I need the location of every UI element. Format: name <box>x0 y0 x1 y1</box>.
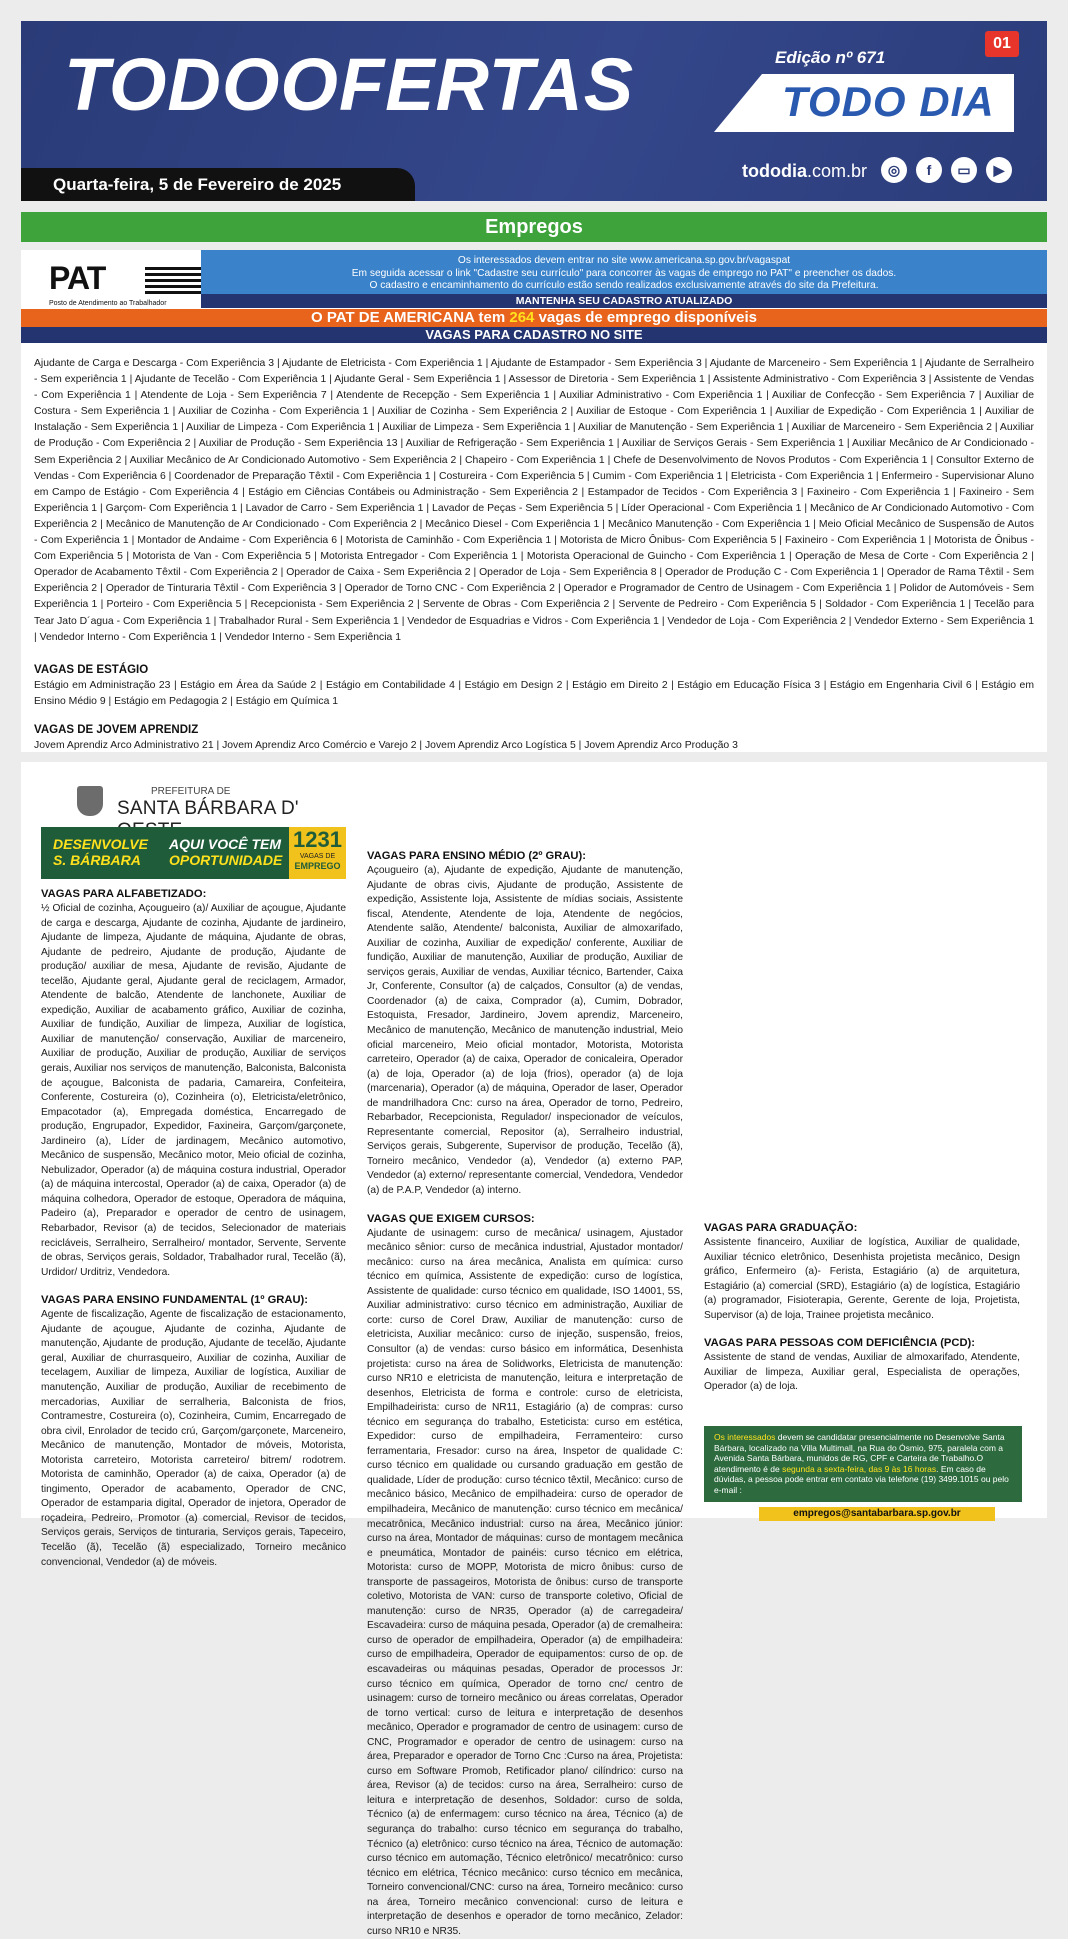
youtube-icon[interactable]: ▶ <box>986 157 1012 183</box>
job-list: Ajudante de Carga e Descarga - Com Experiência 3 | Ajudante de Eletricista - Com Experiência 1 | Ajudante de Estampador - Sem Experiência 3 | Ajudante de Marceneiro - Sem Experiência 1 | Ajudante de Serralheiro - Sem experiência 1 | Ajudante de Tecelão - Com Experiência 1 | Ajudante Geral - Sem Experiência 1 | Assessor de Diretoria - Sem Experiência 1 | Assistente Administrativo - Com Experiência 3 | Assistente de Vendas - Com Experiência 1 | Atendente de Loja - Sem Experiência 7 | Atendente de Recepção - Sem Experiência 1 | Auxiliar Administrativo - Com Experiência 1 | Auxiliar de Confecção - Sem Experiência 7 | Auxiliar de Costura - Sem Experiência 1 | Auxiliar de Cozinha - Com Experiência 1 | Auxiliar de Cozinha - Sem Experiência 2 | Auxiliar de Estoque - Com Experiência 1 | Auxiliar de Expedição - Com Experiência 1 | Auxiliar de Instalação - Sem Experiência 1 | Auxiliar de Limpeza - Com Experiência 1 | Auxiliar de Limpeza - Sem Experiência 1 | Auxiliar de Manutenção - Sem Experiência 1 | Auxiliar de Marceneiro - Sem Experiência 2 | Auxiliar de Produção - Com Experiência 2 | Auxiliar de Produção - Sem Experiência 13 | Auxiliar de Refrigeração - Sem Experiência 1 | Auxiliar de Serviços Gerais - Sem Experiência 1 | Auxiliar Mecânico de Ar Condicionado - Sem Experiência 2 | Auxiliar Mecânico de Ar Condicionado Automotivo - Sem Experiência 2 | Chapeiro - Com Experiência 1 | Chefe de Desenvolvimento de Novos Produtos - Com Experiência 1 | Consultor Externo de Vendas - Com Experiência 6 | Coordenador de Preparação Têxtil - Com Experiência 1 | Costureira - Com Experiência 5 | Cumim - Com Experiência 1 | Eletricista - Com Experiência 1 | Enfermeiro - Supervisionar Aluno em Campo de Estágio - Com Experiência 4 | Estágio em Ciências Contábeis ou Administração - Sem Experiência 2 | Estampador de Tecidos - Com Experiência 3 | Faxineiro - Com Experiência 1 | Faxineiro - Sem Experiência 1 | Garçom- Com Experiência 1 | Lavador de Carro - Sem Experiência 1 | Lavador de Peças - Sem Experiência 5 | Líder Operacional - Com Experiência 1 | Mecânico de Ar Condicionado Automotivo - Com Experiência 2 | Mecânico de Manutenção de Ar Condicionado - Com Experiência 2 | Mecânico Diesel - Com Experiência 1 | Mecânico Manutenção - Com Experiência 1 | Meio Oficial Mecânico de Suspensão de Autos - Com Experiência 1 | Montador de Andaime - Com Experiência 6 | Motorista de Caminhão - Com Experiência 1 | Motorista de Micro Ônibus- Com Experiência 5 | Faxineiro - Com Experiência 1 | Motorista de Ônibus - Com Experiência 5 | Motorista de Van - Com Experiência 5 | Motorista Entregador - Com Experiência 1 | Motorista Operacional de Guincho - Com Experiência 1 | Operação de Mesa de Corte - Com Experiência 2 | Operador de Acabamento Têxtil - Com Experiência 2 | Operador de Caixa - Sem Experiência 2 | Operador de Loja - Sem Experiência 8 | Operador de Produção C - Com Experiência 1 | Operador de Rama Têxtil - Sem Experiência 2 | Operador de Tinturaria Têxtil - Com Experiência 3 | Operador de Torno CNC - Com Experiência 2 | Operador e Programador de Centro de Usinagem - Com Experiência 1 | Polidor de Automóveis - Sem Experiência 1 | Porteiro - Com Experiência 5 | Recepcionista - Sem Experiência 2 | Servente de Obras - Com Experiência 2 | Servente de Pedreiro - Com Experiência 5 | Soldador - Com Experiência 1 | Tecelão para Tear Jato D´agua - Com Experiência 1 | Trabalhador Rural - Sem Experiência 1 | Vendedor de Esquadrias e Vidros - Com Experiência 1 | Vendedor de Loja - Com Experiência 2 | Vendedor Externo - Sem Experiência 1 | Vendedor Interno - Com Experiência 1 | Vendedor Interno - Sem Experiência 1 <box>34 358 1034 643</box>
facebook-icon[interactable]: f <box>916 157 942 183</box>
pat-instructions <box>201 250 1047 294</box>
contact-hours: segunda a sexta-feira, das 9 às 16 horas <box>782 1463 937 1474</box>
pat-logo-subtitle: Posto de Atendimento ao Trabalhador <box>49 300 167 307</box>
pat-logo <box>49 262 199 308</box>
banner-right-line: AQUI VOCÊ TEM <box>169 836 282 852</box>
apprentice-list: Jovem Aprendiz Arco Administrativo 21 | Jovem Aprendiz Arco Comércio e Varejo 2 | Jovem Aprendiz Arco Logística 5 | Jovem Aprendiz Arco Produção 3 <box>34 739 738 751</box>
pat-instruction-line: O cadastro e encaminhamento do currículo estão sendo realizados exclusivamente através do site da Prefeitura. <box>369 280 879 291</box>
pat-instruction-line: Os interessados devem entrar no site www.americana.sp.gov.br/vagaspat <box>457 255 791 266</box>
contact-text: devem se candidatar presencialmente no Desenvolve Santa Bárbara, localizado na Villa Multimall, na Rua do Ósmio, 975, paralela com a Avenida Santa Bárbara, munidos de RG, CPF e Carteira de Trabalho.O atendimento é de <box>714 1432 1005 1474</box>
column-3 <box>704 1222 1020 1395</box>
section-title: Empregos <box>21 212 1047 242</box>
keep-updated-banner: MANTENHA SEU CADASTRO ATUALIZADO <box>201 294 1047 308</box>
pat-instruction-line: Em seguida acessar o link "Cadastre seu currículo" para concorrer às vagas de emprego no PAT" e preencher os dados. <box>351 267 897 279</box>
fundamental-list: Agente de fiscalização, Agente de fiscalização de estacionamento, Ajudante de açougue, Ajudante de cozinha, Ajudante de manutenção, Ajudante de produção, Ajudante de tecelão, Ajudante geral, Auxiliar de churrasqueiro, Auxiliar de cozinha, Auxiliar de tecelagem, Auxiliar de limpeza, Auxiliar de logística, Auxiliar de manutenção, Auxiliar de produção, Auxiliar de recebimento de mercadorias, Auxiliar de serralheria, Balconista de frios, Contramestre, Costureira (o), Cozinheira, Cumim, Encarregado de obra civil, Enrolador de tecido crú, Garçom/garçonete, Marceneiro, Mecânico de manutenção, Montador de móveis, Motorista, Motorista carreteiro, Motorista carreteiro/ bitrem/ rodotrem. Motorista de caminhão, Operador (a) de caixa, Operador (a) de tingimento, Operador de acabamento, Operador de CNC, Operador de estamparia digital, Operador de injetora, Operador de roçadeira, Pedreiro, Promotor (a) comercial, Revisor de tecidos, Serviços gerais, Serviços de tinturaria, Serviços gerais, Tapeceiro, Tecelão (ã), Tecelão (ã) especializado, Torneiro mecânico convencional, Vendedor (a) de móveis. <box>41 1309 346 1568</box>
jobs-count: 1231 <box>293 827 342 852</box>
alfabetizado-title: VAGAS PARA ALFABETIZADO: <box>41 888 207 900</box>
graduacao-title: VAGAS PARA GRADUAÇÃO: <box>704 1222 858 1234</box>
issue-date: Quarta-feira, 5 de Fevereiro de 2025 <box>21 168 415 201</box>
banner-left-line: S. BÁRBARA <box>53 852 141 868</box>
medio-list: Açougueiro (a), Ajudante de expedição, Ajudante de manutenção, Ajudante de obras civis, Ajudante de produção, Assistente de expedição, Assistente loja, Assistente de mídias sociais, Assistente fiscal, Atendente, Atendente de loja, Atendente de negócios, Atendente salão, Atendente/ balconista, Auxiliar de almoxarifado, Auxiliar de cozinha, Auxiliar de expedição/ conferente, Auxiliar de fundição, Auxiliar de manutenção, Auxiliar de produção, Auxiliar de serviços gerais, Auxiliar de vendas, Auxiliar técnico, Bartender, Caixa Jr, Conferente, Consultor (a) de calçados, Consultor (a) de vendas, Coordenador (a) de caixa, Comprador (a), Cumim, Dobrador, Estoquista, Fresador, Jardineiro, Jovem aprendiz, Marceneiro, Mecânico de manutenção, Mecânico de manutenção industrial, Meio oficial marceneiro, Meio oficial montador, Motorista, Motorista carreteiro, Operador (a) de caixa, Operador de conicaleira, Operador (a) de loja, Operador (a) de loja (frios), operador (a) de loja (marcenaria), Operador (a) de máquina, Operador de laser, Operador de mandrilhadora Cnc: curso na área, Operador de torno, Pedreiro, Rebarbador, Recepcionista, Regulador/ inspecionador de veículos, Representante comercial, Repositor (a), Serralheiro industrial, Serviços gerais, Subgerente, Supervisor de produção, Tecelão (ã), Torneiro mecânico, Vendedor (a), Vendedor (a) externo PAP, Vendedor (a) externo/ representante comercial, Vendedora, Vendedor (a) de P.A.P, Vendedor (a) interno. <box>367 865 683 1197</box>
pcd-title: VAGAS PARA PESSOAS COM DEFICIÊNCIA (PCD): <box>704 1337 975 1350</box>
pcd-list: Assistente de stand de vendas, Auxiliar de almoxarifado, Atendente, Auxiliar de limpeza, Auxiliar geral, Especialista de operações, Operador (a) de loja. <box>704 1352 1020 1393</box>
cursos-list: Ajudante de usinagem: curso de mecânica/ usinagem, Ajustador mecânico sênior: curso de mecânica industrial, Ajustador montador/ mecânico: curso na área mecânica, Analista em química: curso técnico em química, Assistente de expedição: curso de logística, Assistente de qualidade: curso técnico em qualidade, ISO 14001, 5S, Auxiliar administrativo: curso técnico em administração, Auxiliar de corte: curso de Corel Draw, Auxiliar de manutenção: curso de eletricista, Auxiliar mecânico: curso de injeção, suspensão, freios, Consultor (a) de vendas: curso básico em informática, Desenhista projetista: curso na área de Solidworks, Eletricista de manutenção: curso NR10 e eletricista de manutenção, leitura e interpretação de desenhos, Eletricista de forma e controle: curso de eletricista, Empilhadeirista: curso de NR11, Estagiário (a) de compras: curso técnico em segurança do trabalho, Esteticista: curso em estética, Expedidor: curso de empilhadeira, Ferramenteiro: curso ferramentaria, Fresador: curso na área, Inspetor de qualidade C: curso técnico em qualidade ou cursando graduação em gestão de qualidade, Líder de produção: curso técnico têxtil, Mecânico: curso de mecânico básico, Mecânico de empilhadeira: curso de operador de empilhadeira, Mecânico de manutenção: curso técnico em mecânica/ mecatrônica, Mecânico industrial: curso na área, Mecânico júnior: curso na área, Montador de máquinas: curso de montagem mecânica e pneumática, Montador de painéis: curso técnico em elétrica, Motorista: curso de MOPP, Motorista de micro ônibus: curso de transporte de passageiros, Motorista de ônibus: curso de transporte coletivo, Motorista de VAN: curso de transporte coletivo, Oficial de manutenção: curso de NR35, Operador (a) de carregadeira/ Escavadeira: curso de máquina pesada, Operador (a) de cremalheira: curso de operador de empilhadeira, Operador (a) de empilhadeira: curso de empilhadeira, Operador de equipamentos: curso de op. de escavadeiras ou máquinas pesadas, Operador de processos Jr: curso técnico em química, Operador de torno cnc/ centro de usinagem: curso de torneiro mecânico ou áreas correlatas, Operador de torno vertical: curso de leitura e interpretação de desenhos mecânico, Operador e programador de centro de usinagem: curso de CNC, Programador e operador de centro de usinagem: curso na área, Preparador e operador de Torno Cnc :Curso na área, Projetista: curso em Software Promob, Retificador plano/ cilíndrico: curso na área, Revisor (a) de tecidos: curso na área, Serralheiro: curso de leitura e interpretação de desenhos, Soldador: curso de solda, Técnico (a) de enfermagem: curso técnico na área, Técnico (a) de segurança do trabalho: curso técnico em segurança do trabalho, Técnico (a) eletrônico: curso técnico na área, Técnico de automação: curso técnico em automação, Técnico eletrônico/ mecatrônico: curso técnico em elétrica, Técnico mecânico: curso técnico em mecânica, Torneiro convencional/CNC: curso na área, Torneiro mecânico: curso na área, Torneiro mecânico convencional: curso de leitura e interpretação de desenhos e operador de torno mecânico, Zelador: curso NR10 e NR35. <box>367 1227 683 1937</box>
pat-sub-headline: VAGAS PARA CADASTRO NO SITE <box>21 327 1047 343</box>
city-crest-icon <box>77 786 103 816</box>
fundamental-title: VAGAS PARA ENSINO FUNDAMENTAL (1º GRAU): <box>41 1294 308 1307</box>
edition-label: Edição nº 671 <box>775 48 886 67</box>
column-1 <box>41 762 346 1570</box>
tododia-logo: TODO DIA <box>782 78 995 125</box>
headline-post: vagas de emprego disponíveis <box>538 309 757 326</box>
santa-barbara-logo <box>41 780 346 888</box>
contact-email[interactable]: empregos@santabarbara.sp.gov.br <box>759 1507 995 1521</box>
jobs-count-badge <box>289 827 346 879</box>
site-url-suffix: .com.br <box>807 161 868 181</box>
contact-highlight: Os interessados <box>714 1432 776 1442</box>
site-url-bold: tododia <box>742 161 807 181</box>
internship-list: Estágio em Administração 23 | Estágio em Área da Saúde 2 | Estágio em Contabilidade 4 | Estágio em Design 2 | Estágio em Direito 2 | Estágio em Educação Física 3 | Estágio em Engenharia Civil 6 | Estágio em Ensino Médio 9 | Estágio em Pedagogia 2 | Estágio em Química 1 <box>34 679 1034 707</box>
pat-panel <box>21 250 1047 752</box>
headline-pre: O PAT DE AMERICANA tem <box>311 309 506 326</box>
banner-right-line: OPORTUNIDADE <box>169 852 283 868</box>
alfabetizado-list: ½ Oficial de cozinha, Açougueiro (a)/ Auxiliar de açougue, Ajudante de carga e descarga, Ajudante de cozinha, Ajudante de jardineiro, Ajudante de limpeza, Ajudante de máquina, Ajudante de obras, Ajudante de pedreiro, Ajudante de produção, Ajudante de produção/ auxiliar de mesa, Ajudante de revisão, Ajudante de tecelão, Ajudante geral, Ajudante geral de reciclagem, Armador, Atendente de balcão, Atendente de lanchonete, Auxiliar de expedição, Auxiliar de acabamento gráfico, Auxiliar de cozinha, Auxiliar de fundição, Auxiliar de limpeza, Auxiliar de logística, Auxiliar de manutenção/ conservação, Auxiliar de marceneiro, Auxiliar de produção, Auxiliar de produção, Auxiliar de serviços gerais, Auxiliar nos serviços de manutenção, Balconista, Balconista de açougue, Balconista de padaria, Camareira, Confeiteira, Conferente, Costureira (o), Cozinheira (o), Eletricista/eletrônico, Empacotador (a), Empregada doméstica, Encarregado de produção, Engrupador, Expedidor, Faxineira, Garçom/garçonete, Jardineiro (a), Líder de jardinagem, Mecânico automotivo, Mecânico de suspensão, Mecânico motor, Meio oficial de cozinha, Nebulizador, Operador (a) de máquina costura industrial, Operador (a) de máquina intercostal, Operador (a) de caixa, Operador (a) de máquina colhedora, Operador de estoque, Operadora de máquina, Padeiro (a), Preparador e operador de centro de usinagem, Rebarbador, Revisor (a) de tecidos, Selecionador de materiais recicláveis, Serralheiro, Serralheiro/ montador, Servente, Servente de obras, Serviços gerais, Soldador, Trabalhador rural, Tecelão (ã), Urdidor/ Urditriz, Vendedora. <box>41 903 346 1278</box>
pat-body <box>34 356 1034 754</box>
prefeitura-label: PREFEITURA DE <box>151 786 231 797</box>
brand-title: TODOOFERTAS <box>64 43 635 126</box>
instagram-icon[interactable]: ◎ <box>881 157 907 183</box>
jobs-count-label: EMPREGO <box>294 861 341 871</box>
contact-text: . Em caso de dúvidas, a pessoa pode entrar em contato via telefone (19) 3499.1015 ou pelo e-mail : <box>714 1463 1009 1495</box>
site-url[interactable] <box>742 161 867 182</box>
jobs-banner <box>41 827 346 879</box>
page-number-badge: 01 <box>985 31 1019 57</box>
city-name: SANTA BÁRBARA D' <box>117 798 299 819</box>
pat-logo-flag <box>145 266 201 294</box>
pat-logo-word: PAT <box>49 260 106 296</box>
pat-headline <box>21 309 1047 327</box>
banner-left-line: DESENVOLVE <box>53 836 148 852</box>
graduacao-list: Assistente financeiro, Auxiliar de logística, Auxiliar de qualidade, Auxiliar técnico eletrônico, Desenhista projetista mecânico, Design gráfico, Enfermeiro (a)- Ferista, Estagiário (a) de arquitetura, Estagiário (a) comercial (SRD), Estagiário (a) de logística, Estagiário (a) programador, Fisioterapia, Gerente, Gerente de loja, Projetista, Supervisor (a) de loja, Trainee projetista mecânico. <box>704 1237 1020 1321</box>
medio-title: VAGAS PARA ENSINO MÉDIO (2º GRAU): <box>367 850 586 862</box>
banner-left <box>53 836 148 868</box>
apprentice-title: VAGAS DE JOVEM APRENDIZ <box>34 723 199 736</box>
column-2 <box>367 776 683 1937</box>
santa-barbara-panel <box>21 762 1047 1937</box>
contact-box <box>704 1426 1022 1502</box>
jobs-count-label: VAGAS DE <box>299 853 336 860</box>
internship-title: VAGAS DE ESTÁGIO <box>34 663 149 676</box>
banner-right <box>169 836 282 868</box>
cursos-title: VAGAS QUE EXIGEM CURSOS: <box>367 1212 535 1225</box>
tv-icon[interactable]: ▭ <box>951 157 977 183</box>
headline-count: 264 <box>509 309 535 326</box>
